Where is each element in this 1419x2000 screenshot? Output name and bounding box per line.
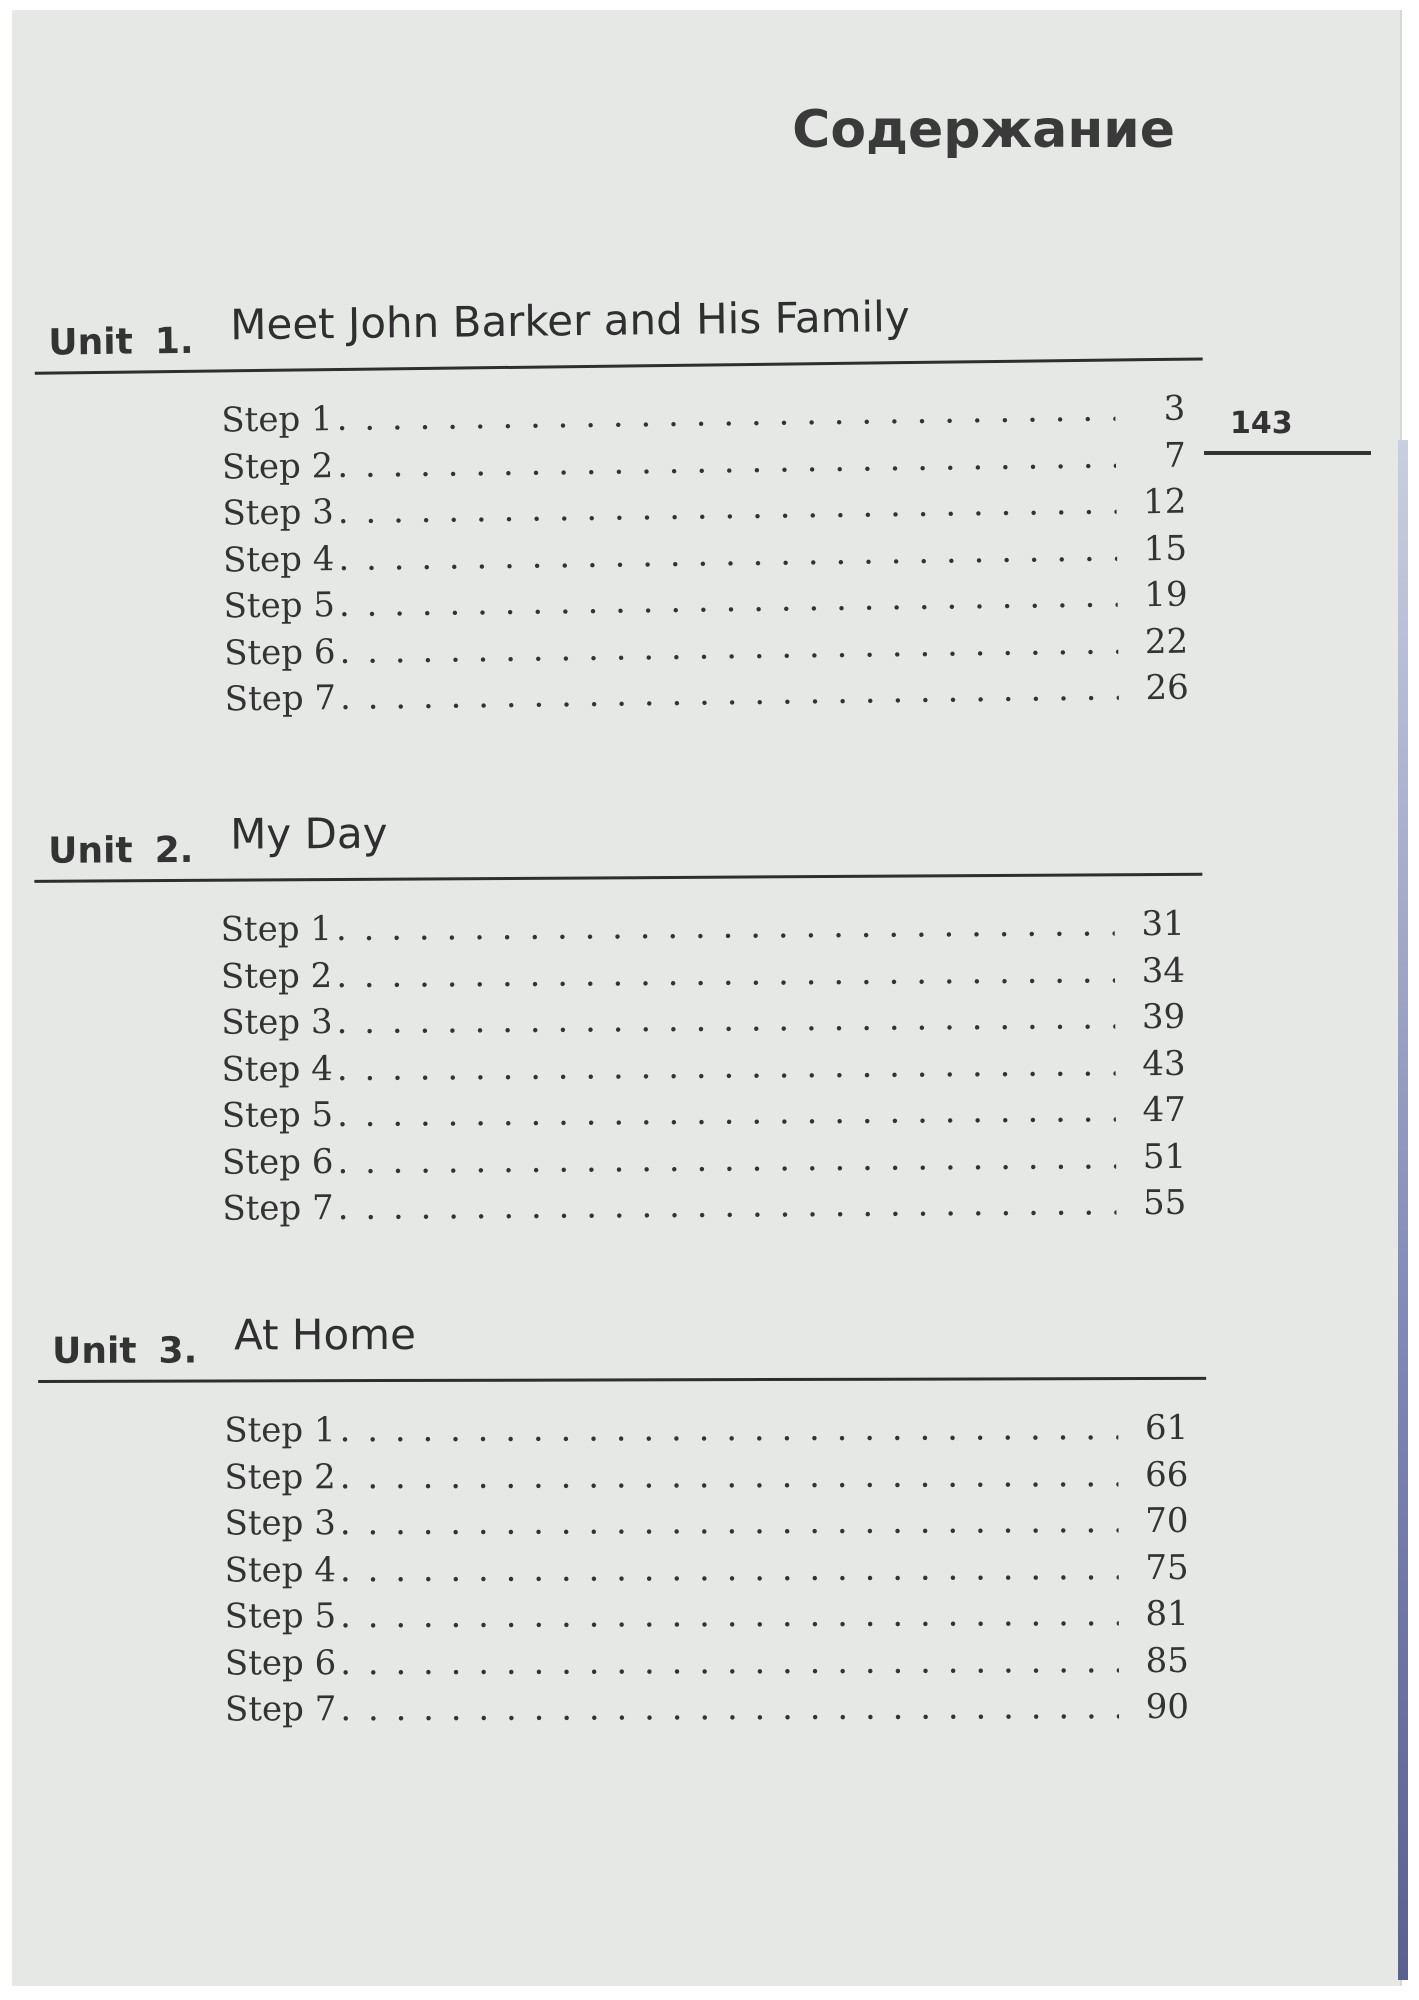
dot-leader — [340, 1641, 1119, 1683]
dot-leader — [337, 436, 1116, 486]
step-page-number: 55 — [1142, 1182, 1187, 1224]
dot-leader — [340, 1548, 1119, 1590]
dot-leader — [336, 997, 1115, 1042]
toc-entry[interactable] — [224, 1408, 1188, 1457]
step-page-number: 43 — [1142, 1043, 1186, 1084]
toc-entry[interactable] — [221, 904, 1185, 956]
step-label: Step 2 — [224, 1456, 336, 1497]
step-page-number: 75 — [1145, 1547, 1189, 1588]
book-edge — [1398, 440, 1408, 1980]
step-page-number: 51 — [1142, 1136, 1187, 1177]
step-page-number: 34 — [1141, 950, 1186, 991]
step-page-number: 15 — [1143, 528, 1188, 569]
page-number: 143 — [1204, 406, 1371, 455]
unit-section — [16, 1309, 1207, 1737]
step-label: Step 1 — [224, 1410, 336, 1451]
step-label: Step 4 — [222, 538, 335, 580]
dot-leader — [340, 1455, 1119, 1497]
dot-leader — [339, 576, 1118, 626]
step-list — [221, 904, 1187, 1235]
unit-section — [12, 292, 1207, 728]
toc-entry[interactable] — [221, 997, 1185, 1049]
step-label: Step 1 — [220, 909, 333, 950]
toc-entry[interactable] — [225, 1687, 1189, 1736]
step-label: Step 6 — [223, 631, 336, 673]
step-label: Step 2 — [220, 955, 333, 997]
unit-title: My Day — [229, 808, 388, 859]
toc-entry[interactable] — [221, 950, 1185, 1002]
toc-entry[interactable] — [221, 1043, 1185, 1095]
step-label: Step 5 — [223, 585, 336, 627]
step-label: Step 6 — [221, 1141, 334, 1183]
step-list — [224, 1408, 1189, 1736]
step-label: Step 3 — [222, 492, 335, 534]
step-page-number: 85 — [1145, 1640, 1189, 1681]
toc-entry[interactable] — [225, 1640, 1189, 1689]
step-label: Step 1 — [221, 399, 333, 441]
unit-label — [48, 830, 193, 872]
toc-entry[interactable] — [224, 1454, 1188, 1503]
toc-entry[interactable] — [224, 1501, 1188, 1550]
unit-title: At Home — [233, 1309, 416, 1360]
unit-section — [12, 808, 1205, 1237]
dot-leader — [340, 1408, 1119, 1450]
dot-leader — [338, 483, 1117, 533]
dot-leader — [339, 622, 1118, 672]
step-label: Step 4 — [224, 1549, 336, 1590]
step-label: Step 5 — [221, 1095, 334, 1136]
step-label: Step 7 — [222, 1188, 334, 1229]
step-page-number: 47 — [1142, 1089, 1186, 1131]
step-page-number: 81 — [1145, 1593, 1189, 1635]
unit-label — [48, 321, 194, 364]
unit-number: 2. — [154, 829, 194, 872]
unit-header — [34, 292, 1203, 374]
step-page-number: 39 — [1141, 996, 1186, 1038]
step-label: Step 3 — [221, 1002, 333, 1043]
unit-label — [52, 1331, 197, 1372]
dot-leader — [337, 1090, 1116, 1135]
step-label: Step 3 — [224, 1503, 336, 1544]
step-page-number: 7 — [1163, 435, 1187, 476]
step-page-number: 70 — [1145, 1500, 1189, 1542]
step-page-number: 66 — [1145, 1454, 1189, 1495]
unit-title: Meet John Barker and His Family — [229, 292, 910, 350]
dot-leader — [340, 1594, 1119, 1636]
unit-word: Unit — [52, 1330, 137, 1372]
step-label: Step 7 — [224, 678, 337, 720]
unit-header — [34, 808, 1202, 883]
toc-entry[interactable] — [222, 1090, 1186, 1142]
dot-leader — [336, 904, 1115, 949]
step-page-number: 12 — [1142, 481, 1187, 523]
step-page-number: 31 — [1141, 903, 1185, 945]
step-page-number: 90 — [1145, 1686, 1190, 1728]
unit-word: Unit — [48, 830, 133, 872]
dot-leader — [337, 1044, 1116, 1089]
step-label: Step 7 — [224, 1689, 337, 1730]
step-page-number: 61 — [1144, 1407, 1189, 1449]
unit-number: 3. — [158, 1330, 198, 1372]
step-page-number: 22 — [1144, 621, 1189, 662]
page-title: Содержание — [792, 100, 1175, 160]
unit-number: 1. — [154, 320, 194, 363]
dot-leader — [340, 1501, 1119, 1543]
dot-leader — [337, 1137, 1116, 1182]
step-label: Step 5 — [224, 1596, 337, 1637]
toc-entry[interactable] — [222, 1183, 1186, 1235]
book-page — [12, 10, 1400, 1986]
step-list — [221, 389, 1189, 726]
step-label: Step 6 — [224, 1642, 337, 1683]
toc-entry[interactable] — [225, 1594, 1189, 1643]
step-label: Step 2 — [221, 445, 334, 487]
step-page-number: 19 — [1144, 574, 1188, 616]
unit-header — [38, 1309, 1206, 1383]
toc-entry[interactable] — [225, 1547, 1189, 1596]
step-label: Step 4 — [221, 1048, 333, 1090]
dot-leader — [340, 669, 1119, 719]
unit-word: Unit — [48, 321, 134, 364]
dot-leader — [336, 951, 1115, 996]
dot-leader — [340, 1687, 1119, 1729]
dot-leader — [338, 529, 1117, 579]
dot-leader — [336, 390, 1115, 440]
toc-entry[interactable] — [222, 1136, 1186, 1188]
step-page-number: 26 — [1145, 667, 1189, 709]
step-page-number: 3 — [1163, 388, 1186, 429]
dot-leader — [338, 1183, 1117, 1228]
